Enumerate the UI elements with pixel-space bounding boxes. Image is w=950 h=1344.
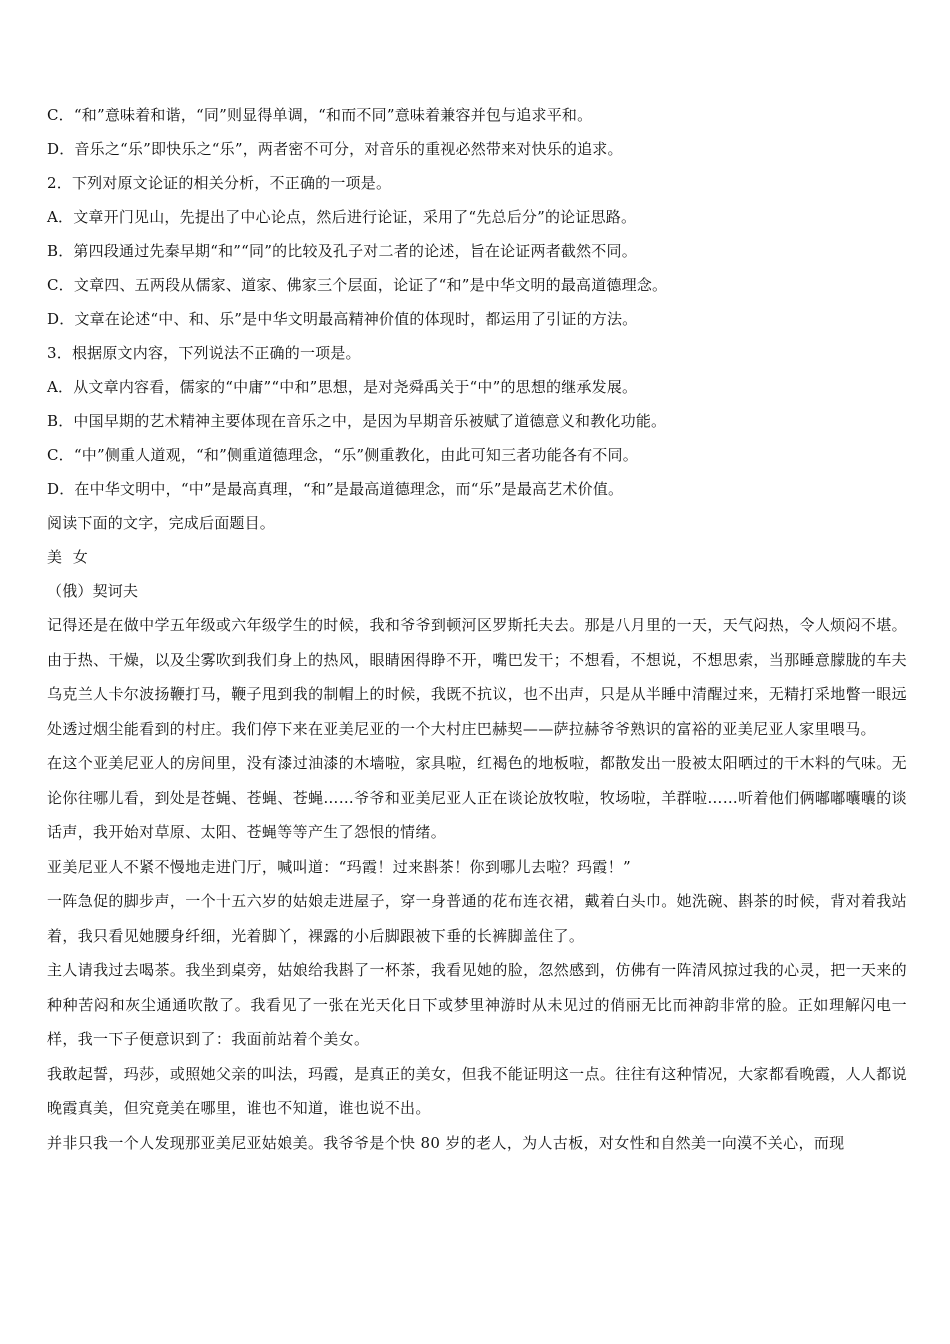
story-paragraph-7: 并非只我一个人发现那亚美尼亚姑娘美。我爷爷是个快 80 岁的老人，为人古板，对女性和自然美一向漠不关心，而现 (47, 1133, 845, 1152)
q3-option-a: A．从文章内容看，儒家的“中庸”“中和”思想，是对尧舜禹关于“中”的思想的继承发展。 (47, 378, 638, 396)
story-paragraph-5: 主人请我过去喝茶。我坐到桌旁，姑娘给我斟了一杯茶，我看见她的脸，忽然感到，仿佛有一阵清风掠过我的心灵，把一天来的种种苦闷和灰尘通通吹散了。我看见了一张在光天化日下或梦里神游时从未见过的俏丽无比而神韵非常的脸。正如理解闪电一样，我一下子便意识到了：我面前站着个美女。 (47, 961, 907, 1048)
q2-option-d: D．文章在论述“中、和、乐”是中华文明最高精神价值的体现时，都运用了引证的方法。 (47, 310, 638, 328)
q1-option-d: D．音乐之“乐”即快乐之“乐”，两者密不可分，对音乐的重视必然带来对快乐的追求。 (47, 140, 623, 158)
q2-option-a: A．文章开门见山，先提出了中心论点，然后进行论证，采用了“先总后分”的论证思路。 (47, 208, 637, 226)
story-title: 美 女 (47, 548, 91, 566)
q3-stem: 3．根据原文内容，下列说法不正确的一项是。 (47, 344, 361, 362)
story-author: （俄）契诃夫 (47, 582, 139, 600)
q3-option-d: D．在中华文明中，“中”是最高真理，“和”是最高道德理念，而“乐”是最高艺术价值。 (47, 480, 624, 498)
story-paragraph-6: 我敢起誓，玛莎，或照她父亲的叫法，玛霞，是真正的美女，但我不能证明这一点。往往有这种情况，大家都看晚霞，人人都说晚霞真美，但究竟美在哪里，谁也不知道，谁也说不出。 (47, 1064, 907, 1117)
q2-option-b: B．第四段通过先秦早期“和”“同”的比较及孔子对二者的论述，旨在论证两者截然不同。 (47, 242, 637, 260)
story-paragraph-3: 亚美尼亚人不紧不慢地走进门厅，喊叫道：“玛霞！过来斟茶！你到哪儿去啦？玛霞！” (47, 857, 631, 876)
q3-option-c: C．“中”侧重人道观，“和”侧重道德理念，“乐”侧重教化，由此可知三者功能各有不同。 (47, 446, 638, 464)
q1-option-c: C．“和”意味着和谐，“同”则显得单调，“和而不同”意味着兼容并包与追求平和。 (47, 106, 593, 124)
reading-instruction: 阅读下面的文字，完成后面题目。 (47, 514, 276, 532)
q3-option-b: B．中国早期的艺术精神主要体现在音乐之中，是因为早期音乐被赋了道德意义和教化功能。 (47, 412, 667, 430)
q2-option-c: C．文章四、五两段从儒家、道家、佛家三个层面，论证了“和”是中华文明的最高道德理念。 (47, 276, 668, 294)
document-page (47, 98, 907, 1160)
q2-stem: 2．下列对原文论证的相关分析，不正确的一项是。 (47, 174, 392, 192)
story-paragraph-4: 一阵急促的脚步声，一个十五六岁的姑娘走进屋子，穿一身普通的花布连衣裙，戴着白头巾。她洗碗、斟茶的时候，背对着我站着，我只看见她腰身纤细，光着脚丫，裸露的小后脚跟被下垂的长裤脚盖住了。 (47, 892, 907, 945)
story-paragraph-2: 在这个亚美尼亚人的房间里，没有漆过油漆的木墙啦，家具啦，红褐色的地板啦，都散发出一股被太阳晒过的干木料的气味。无论你往哪儿看，到处是苍蝇、苍蝇、苍蝇……爷爷和亚美尼亚人正在谈论放牧啦，牧场啦，羊群啦……听着他们俩嘟嘟囔囔的谈话声，我开始对草原、太阳、苍蝇等等产生了怨恨的情绪。 (47, 754, 907, 841)
story-paragraph-1: 记得还是在做中学五年级或六年级学生的时候，我和爷爷到顿河区罗斯托夫去。那是八月里的一天，天气闷热，令人烦闷不堪。由于热、干燥，以及尘雾吹到我们身上的热风，眼睛困得睁不开，嘴巴发干；不想看，不想说，不想思索，当那睡意朦胧的车夫乌克兰人卡尔波扬鞭打马，鞭子甩到我的制帽上的时候，我既不抗议，也不出声，只是从半睡中清醒过来，无精打采地瞥一眼远处透过烟尘能看到的村庄。我们停下来在亚美尼亚的一个大村庄巴赫契——萨拉赫爷爷熟识的富裕的亚美尼亚人家里喂马。 (47, 616, 907, 738)
